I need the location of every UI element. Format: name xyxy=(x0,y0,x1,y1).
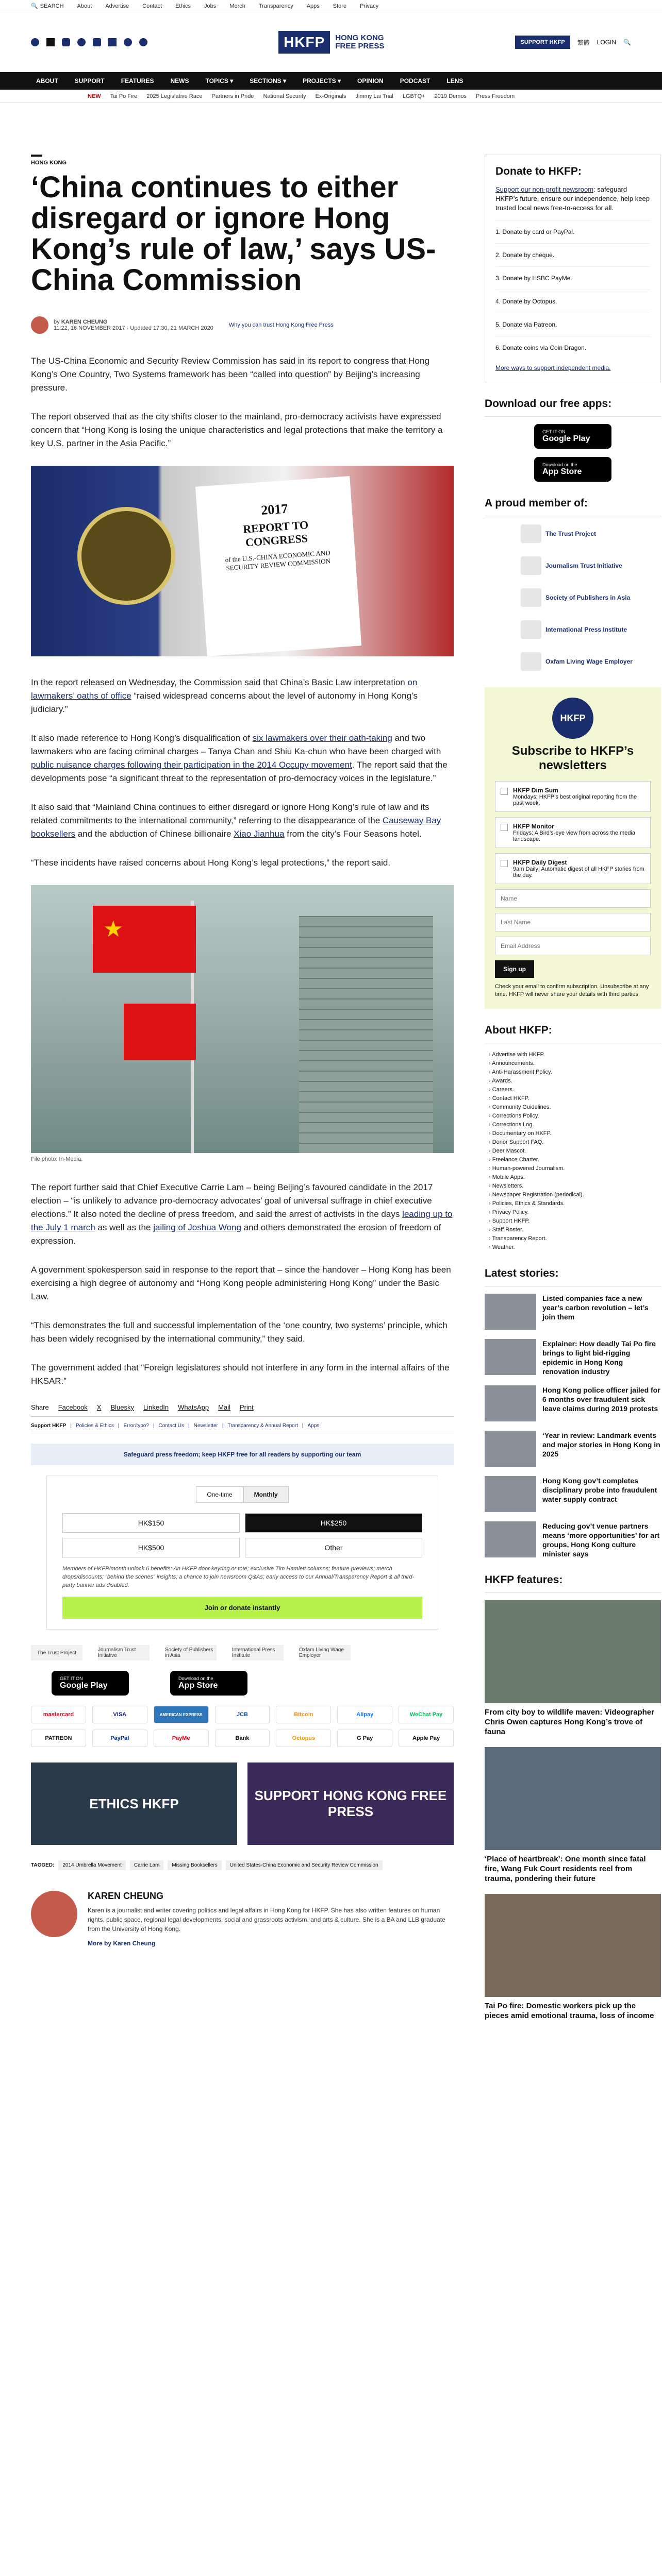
member-logo[interactable]: Society of Publishers in Asia xyxy=(521,587,661,608)
donate-heading: Donate to HKFP: xyxy=(495,165,582,177)
payment-logo[interactable]: AMERICAN EXPRESS xyxy=(154,1706,209,1723)
google-play-button[interactable]: GET IT ON Google Play xyxy=(52,1671,129,1696)
app-store-button[interactable]: Download on the App Store xyxy=(534,457,611,482)
topbar-item[interactable]: Merch xyxy=(229,3,245,9)
member-logo[interactable]: Oxfam Living Wage Employer xyxy=(521,651,661,672)
partner-logo[interactable]: International Press Institute xyxy=(232,1645,284,1660)
donation-widget xyxy=(46,1476,438,1630)
about-link[interactable]: › Anti-Harassment Policy. xyxy=(489,1068,661,1077)
sign-up-button[interactable]: Sign up xyxy=(495,960,534,978)
about-link[interactable]: › Freelance Charter. xyxy=(489,1156,661,1164)
nav-item[interactable]: FEATURES xyxy=(121,77,154,84)
inline-link[interactable]: Xiao Jianhua xyxy=(234,829,285,839)
story-item[interactable]: Hong Kong police officer jailed for 6 months over fraudulent sick leave claims during 2019 protests xyxy=(485,1385,661,1421)
tags-label: TAGGED: xyxy=(31,1862,55,1868)
paragraph: The report observed that as the city shifts closer to the mainland, pro-democracy activists have expressed concern that “Hong Kong is losing the unique characteristics and legal protections that make the territory a key U.S. partner in the Asia Pacific.” xyxy=(31,412,443,448)
latest-heading: Latest stories: xyxy=(485,1267,661,1286)
about-link[interactable]: › Community Guidelines. xyxy=(489,1103,661,1112)
more-by-author-link[interactable]: More by Karen Cheung xyxy=(88,1940,156,1947)
payment-logo[interactable]: WeChat Pay xyxy=(399,1706,454,1723)
tag-list xyxy=(31,1860,454,1870)
paragraph: “These incidents have raised concerns about Hong Kong’s legal protections,” the report said. xyxy=(31,858,391,868)
inline-link[interactable]: public nuisance charges following their participation in the 2014 Occupy movement xyxy=(31,760,352,770)
x-icon[interactable] xyxy=(46,38,55,46)
member-box xyxy=(485,497,661,672)
feature-item[interactable]: Tai Po fire: Domestic workers pick up the pieces amid emotional trauma, loss of income xyxy=(485,1894,661,2021)
amount-option[interactable]: HK$150 xyxy=(62,1513,240,1533)
story-thumbnail xyxy=(485,1339,536,1375)
login-link[interactable]: LOGIN xyxy=(597,39,617,46)
partner-logo[interactable]: Society of Publishers in Asia xyxy=(165,1645,217,1660)
share-linkedin[interactable]: LinkedIn xyxy=(143,1403,169,1411)
paragraph: The report further said that Chief Executive Carrie Lam – being Beijing’s favoured candidate in the 2017 election – “is unlikely to advance pro-democracy advocates’ goal of universal suffrage in chief executive elections.” It also noted the decline of press freedom, and said the arrest of activists in the days leading up to the July 1 march as well as the jailing of Joshua Wong and others demonstrated the erosion of freedom of expression. xyxy=(31,1182,453,1246)
nav-item[interactable]: NEWS xyxy=(170,77,189,84)
payment-logo[interactable]: Alipay xyxy=(337,1706,392,1723)
support-link[interactable]: Support HKFP xyxy=(31,1423,67,1429)
safeguard-banner[interactable]: Safeguard press freedom; keep HKFP free for all readers by supporting our team xyxy=(31,1444,454,1465)
amount-option-selected[interactable]: HK$250 xyxy=(245,1513,422,1533)
footer-link[interactable]: Newsletter xyxy=(193,1423,218,1429)
inline-link[interactable]: six lawmakers over their oath-taking xyxy=(252,733,392,743)
topbar-item-search[interactable]: 🔍 SEARCH xyxy=(31,3,64,9)
topbar-item[interactable]: Advertise xyxy=(105,3,129,9)
trust-link[interactable]: Why you can trust Hong Kong Free Press xyxy=(228,322,334,328)
member-logo[interactable]: Journalism Trust Initiative xyxy=(521,555,661,576)
photo-caption: File photo: In-Media. xyxy=(31,1156,83,1162)
article-title: ‘China continues to either disregard or ignore Hong Kong’s rule of law,’ says US-China Commission xyxy=(31,171,436,297)
payment-logo[interactable]: G Pay xyxy=(337,1730,392,1747)
footer-link[interactable]: Transparency & Annual Report xyxy=(227,1423,298,1429)
paragraph: The government added that “Foreign legislatures should not interfere in any form in the internal affairs of the HKSAR.” xyxy=(31,1363,450,1386)
congress-seal xyxy=(77,507,175,605)
donate-method[interactable]: 1. Donate by card or PayPal. xyxy=(495,220,650,243)
footer-link[interactable]: Contact Us xyxy=(158,1423,185,1429)
donate-method[interactable]: 3. Donate by HSBC PayMe. xyxy=(495,266,650,290)
newsletter-option[interactable]: HKFP Daily Digest 9am Daily: Automatic digest of all HKFP stories from the day. xyxy=(495,853,651,884)
footer-link[interactable]: Policies & Ethics xyxy=(75,1423,114,1429)
newsletter-option[interactable]: HKFP Monitor Fridays: A Bird’s-eye view from across the media landscape. xyxy=(495,817,651,848)
article-column xyxy=(31,155,454,2036)
donate-method[interactable]: 6. Donate coins via Coin Dragon. xyxy=(495,336,650,359)
trending-item[interactable]: LGBTQ+ xyxy=(402,93,425,99)
main-area xyxy=(0,155,662,2036)
topbar-item[interactable]: Contact xyxy=(142,3,162,9)
about-link[interactable]: › Awards. xyxy=(489,1077,661,1086)
youtube-icon[interactable] xyxy=(93,38,101,46)
story-item[interactable]: Explainer: How deadly Tai Po fire brings to light bid-rigging epidemic in Hong Kong renovation industry xyxy=(485,1339,661,1376)
about-link[interactable]: › Privacy Policy. xyxy=(489,1208,661,1217)
trending-item[interactable]: Tai Po Fire xyxy=(110,93,138,99)
author-box xyxy=(31,1891,454,1948)
mastodon-icon[interactable] xyxy=(124,38,132,46)
top-utility-bar xyxy=(0,0,662,12)
donation-note: Members of HKFP/month unlock 6 benefits: An HKFP door keyring or tote; exclusive Tim Hamlett columns; feature previews; merch drops/discounts; “behind the scenes” insights; a chance to join newsroom Q&As; early access to our Annual/Transparency Report & all third-party banner ads disabled. xyxy=(62,1566,415,1588)
topbar-item[interactable]: About xyxy=(77,3,92,9)
inline-link[interactable]: leading up to the July 1 march xyxy=(31,1209,453,1232)
logo-mark: HKFP xyxy=(278,31,330,54)
main-nav xyxy=(0,72,662,90)
story-item[interactable]: Hong Kong gov’t completes disciplinary probe into fraudulent water supply contract xyxy=(485,1476,661,1512)
app-store-button[interactable]: Download on the App Store xyxy=(170,1671,247,1696)
about-link[interactable]: › Transparency Report. xyxy=(489,1234,661,1243)
about-link[interactable]: › Contact HKFP. xyxy=(489,1094,661,1103)
newsletter-heading: Subscribe to HKFP’s newsletters xyxy=(511,744,634,772)
amount-options xyxy=(62,1513,422,1557)
story-thumbnail xyxy=(485,1385,536,1421)
topbar-item[interactable]: Privacy xyxy=(360,3,379,9)
donate-method[interactable]: 5. Donate via Patreon. xyxy=(495,313,650,336)
toggle-one-time[interactable]: One-time xyxy=(196,1486,243,1503)
partner-logo[interactable]: Journalism Trust Initiative xyxy=(98,1645,150,1660)
share-facebook[interactable]: Facebook xyxy=(58,1403,88,1411)
inline-link[interactable]: Causeway Bay booksellers xyxy=(31,816,441,839)
article-footer-links: Support HKFP | Policies & Ethics | Error/typo? | Contact Us | Newsletter | Transparency & Annual Report | Apps xyxy=(31,1423,454,1433)
trending-item[interactable]: Ex-Originals xyxy=(315,93,346,99)
frequency-toggle xyxy=(62,1486,422,1503)
latest-stories xyxy=(485,1267,661,1558)
footer-link[interactable]: Apps xyxy=(307,1423,320,1429)
about-link[interactable]: › Advertise with HKFP. xyxy=(489,1050,661,1059)
amount-option[interactable]: HK$500 xyxy=(62,1538,240,1557)
share-whatsapp[interactable]: WhatsApp xyxy=(178,1403,209,1411)
checkbox[interactable] xyxy=(501,824,508,831)
about-heading: About HKFP: xyxy=(485,1024,661,1043)
app-buttons xyxy=(31,1671,454,1696)
about-link[interactable]: › Careers. xyxy=(489,1086,661,1094)
features-heading: HKFP features: xyxy=(485,1574,661,1593)
payment-logo[interactable]: JCB xyxy=(215,1706,270,1723)
report-photo xyxy=(31,466,454,656)
topbar-item[interactable]: Jobs xyxy=(204,3,217,9)
paragraph: A government spokesperson said in response to the report that – since the handover – Hong Kong has been exercising a high degree of autonomy and “Hong Kong people administering Hong Kong” under the Basic Law. xyxy=(31,1265,451,1301)
promo-banners xyxy=(31,1762,454,1845)
threads-icon[interactable] xyxy=(77,38,86,46)
join-donate-button[interactable]: Join or donate instantly xyxy=(62,1597,422,1619)
newsletter-box xyxy=(485,687,661,1009)
donate-method[interactable]: 2. Donate by cheque. xyxy=(495,243,650,266)
about-link[interactable]: › Corrections Log. xyxy=(489,1121,661,1129)
payment-methods xyxy=(31,1706,454,1747)
topbar-item[interactable]: Transparency xyxy=(258,3,293,9)
story-thumbnail xyxy=(485,1431,536,1467)
payment-logo[interactable]: PATREON xyxy=(31,1730,86,1747)
social-links xyxy=(31,38,147,46)
story-item[interactable]: Reducing gov’t venue partners means ‘more opportunities’ for art groups, Hong Kong culture minister says xyxy=(485,1521,661,1558)
features-box xyxy=(485,1574,661,2021)
nav-item[interactable]: ABOUT xyxy=(36,77,58,84)
donate-methods xyxy=(495,220,650,359)
payment-logo[interactable]: PayPal xyxy=(92,1730,147,1747)
nav-item[interactable]: SUPPORT xyxy=(74,77,105,84)
support-hkfp-button[interactable]: SUPPORT HKFP xyxy=(515,36,570,49)
linkedin-icon[interactable] xyxy=(108,38,117,46)
payment-logo[interactable]: mastercard xyxy=(31,1706,86,1723)
payment-logo[interactable]: Bitcoin xyxy=(276,1706,331,1723)
donate-box: Donate to HKFP: Support our non-profit newsroom: safeguard HKFP’s future, ensure our independence, help keep trusted local news free-to-access for all. 1. Donate by card or PayPal. 2. Donate by cheque. 3. Donate by HSBC PayMe. 4. Donate by Octopus. 5. Donate via Patreon. 6. Donate coins via Coin Dragon. More ways to support independent media. xyxy=(485,155,661,382)
about-box xyxy=(485,1024,661,1252)
trending-nav xyxy=(0,90,662,103)
payment-logo[interactable]: VISA xyxy=(92,1706,147,1723)
search-icon[interactable]: 🔍 xyxy=(623,39,631,46)
new-badge: NEW xyxy=(88,93,101,99)
about-link[interactable]: › Newsletters. xyxy=(489,1182,661,1191)
byline: by KAREN CHEUNG 11:22, 16 NOVEMBER 2017 · Updated 17:30, 21 MARCH 2020 Why you can trust Hong Kong Free Press xyxy=(31,316,454,334)
site-logo[interactable] xyxy=(278,31,384,54)
ethics-banner[interactable]: ETHICS HKFP xyxy=(31,1762,237,1845)
donate-lead-link[interactable]: Support our non-profit newsroom xyxy=(495,185,594,193)
paragraph: In the report released on Wednesday, the Commission said that China’s Basic Law interpretation on lawmakers’ oaths of office “raised widespread concerns about the level of autonomy in Hong Kong’s judiciary.” xyxy=(31,677,418,714)
tag[interactable]: 2014 Umbrella Movement xyxy=(58,1860,126,1870)
telegram-icon[interactable] xyxy=(139,38,147,46)
payment-logo[interactable]: PayMe xyxy=(154,1730,209,1747)
name-input[interactable] xyxy=(495,889,651,908)
newsletter-option[interactable]: HKFP Dim Sum Mondays: HKFP’s best original reporting from the past week. xyxy=(495,781,651,812)
trending-item[interactable]: 2025 Legislative Race xyxy=(146,93,203,99)
report-cover: 2017 REPORT TO CONGRESS of the U.S.-CHINA ECONOMIC AND SECURITY REVIEW COMMISSION xyxy=(195,476,361,656)
about-link[interactable]: › Announcements. xyxy=(489,1059,661,1068)
story-thumbnail xyxy=(485,1521,536,1557)
tag[interactable]: United States-China Economic and Security Review Commission xyxy=(226,1860,383,1870)
share-print[interactable]: Print xyxy=(239,1403,254,1411)
feature-image xyxy=(485,1747,661,1850)
about-link[interactable]: › Newspaper Registration (periodical). xyxy=(489,1191,661,1199)
trending-item[interactable]: Jimmy Lai Trial xyxy=(355,93,393,99)
article-category[interactable]: HONG KONG xyxy=(31,160,67,166)
about-link[interactable]: › Human-powered Journalism. xyxy=(489,1164,661,1173)
about-link[interactable]: › Staff Roster. xyxy=(489,1226,661,1234)
payment-logo[interactable]: Octopus xyxy=(276,1730,331,1747)
feature-image xyxy=(485,1600,661,1703)
topbar-item[interactable]: Apps xyxy=(306,3,320,9)
paragraph: “This demonstrates the full and successful implementation of the ‘one country, two systems’ principle, which has been widely recognised by the international community,” they said. xyxy=(31,1320,448,1344)
partner-logos xyxy=(31,1645,454,1660)
nav-item[interactable]: SECTIONS ▾ xyxy=(250,77,286,84)
about-link[interactable]: › Support HKFP. xyxy=(489,1217,661,1226)
partner-logo[interactable]: The Trust Project xyxy=(31,1645,82,1660)
checkbox[interactable] xyxy=(501,860,508,867)
nav-item[interactable]: PODCAST xyxy=(400,77,431,84)
paragraph: It also said that “Mainland China continues to either disregard or ignore Hong Kong’s rule of law and its related commitments to the international community,” referring to the disappearance of the Causeway Bay booksellers and the abduction of Chinese billionaire Xiao Jianhua from the city’s Four Seasons hotel. xyxy=(31,802,441,839)
about-link[interactable]: › Policies, Ethics & Standards. xyxy=(489,1199,661,1208)
trending-item[interactable]: Partners in Pride xyxy=(211,93,254,99)
share-bar xyxy=(31,1403,454,1417)
email-input[interactable] xyxy=(495,937,651,955)
newsletter-logo: HKFP xyxy=(552,698,593,739)
feature-item[interactable]: ‘Place of heartbreak’: One month since fatal fire, Wang Fuk Court residents reel from trauma, pondering their future xyxy=(485,1747,661,1884)
site-header xyxy=(0,12,662,72)
apps-heading: Download our free apps: xyxy=(485,398,661,417)
donate-method[interactable]: 4. Donate by Octopus. xyxy=(495,290,650,313)
newsletter-note: Check your email to confirm subscription. Unsubscribe at any time. HKFP will never share your details with third parties. xyxy=(495,984,649,997)
apps-box xyxy=(485,398,661,482)
topbar-item[interactable]: Store xyxy=(333,3,347,9)
inline-link[interactable]: jailing of Joshua Wong xyxy=(153,1223,241,1232)
footer-link[interactable]: Error/typo? xyxy=(123,1423,149,1429)
payment-logo[interactable]: Apple Pay xyxy=(399,1730,454,1747)
paragraph: The US-China Economic and Security Review Commission has said in its report to congress that Hong Kong’s One Country, Two Systems framework has been “called into question” by Beijing’s increasing pressure. xyxy=(31,356,429,393)
story-item[interactable]: Listed companies face a new year’s carbon revolution – let’s join them xyxy=(485,1294,661,1330)
member-logo[interactable]: The Trust Project xyxy=(521,523,661,544)
support-banner[interactable]: SUPPORT HONG KONG FREE PRESS xyxy=(247,1762,454,1845)
feature-item[interactable]: From city boy to wildlife maven: Videographer Chris Owen captures Hong Kong’s trove of fauna xyxy=(485,1600,661,1737)
building xyxy=(299,916,433,1153)
story-item[interactable]: ‘Year in review: Landmark events and major stories in Hong Kong in 2025 xyxy=(485,1431,661,1467)
checkbox[interactable] xyxy=(501,788,508,795)
star-icon: ★ xyxy=(103,917,124,942)
share-mail[interactable]: Mail xyxy=(218,1403,230,1411)
nav-item[interactable]: OPINION xyxy=(357,77,384,84)
trending-item[interactable]: Press Freedom xyxy=(475,93,515,99)
payment-logo[interactable]: Bank xyxy=(215,1730,270,1747)
flags-photo xyxy=(31,885,454,1153)
kicker-bar xyxy=(31,155,42,157)
topbar-item[interactable]: Ethics xyxy=(175,3,191,9)
story-thumbnail xyxy=(485,1476,536,1512)
about-link[interactable]: › Weather. xyxy=(489,1243,661,1252)
tag[interactable]: Missing Booksellers xyxy=(168,1860,221,1870)
member-logo[interactable]: International Press Institute xyxy=(521,619,661,640)
about-link[interactable]: › Mobile Apps. xyxy=(489,1173,661,1182)
more-ways-link[interactable]: More ways to support independent media. xyxy=(495,364,611,371)
nav-item[interactable]: TOPICS ▾ xyxy=(205,77,234,84)
share-bluesky[interactable]: Bluesky xyxy=(110,1403,134,1411)
paragraph: It also made reference to Hong Kong’s disqualification of six lawmakers over their oath-taking and two lawmakers who are facing criminal charges – Tanya Chan and Shiu Ka-chun who have been charged with public nuisance charges following their participation in the 2014 Occupy movement. The report said that the developments pose “a significant threat to the representation of pro-democracy voices in the legislature.” xyxy=(31,733,448,783)
sidebar xyxy=(485,155,661,2036)
feature-image xyxy=(485,1894,661,1997)
share-label: Share xyxy=(31,1403,49,1411)
member-heading: A proud member of: xyxy=(485,497,661,516)
inline-link[interactable]: on lawmakers’ oaths of office xyxy=(31,677,418,701)
author-box-name[interactable]: KAREN CHEUNG xyxy=(88,1891,164,1901)
facebook-icon[interactable] xyxy=(31,38,39,46)
trending-item[interactable]: 2019 Demos xyxy=(434,93,467,99)
article-dates: 11:22, 16 NOVEMBER 2017 · Updated 17:30, 21 MARCH 2020 xyxy=(54,325,213,331)
last-name-input[interactable] xyxy=(495,913,651,931)
language-toggle[interactable]: 繁體 xyxy=(577,39,590,46)
about-link[interactable]: › Documentary on HKFP. xyxy=(489,1129,661,1138)
header-actions xyxy=(515,36,631,49)
toggle-monthly[interactable]: Monthly xyxy=(243,1486,289,1503)
about-link[interactable]: › Donor Support FAQ. xyxy=(489,1138,661,1147)
amount-option[interactable]: Other xyxy=(245,1538,422,1557)
hk-flag xyxy=(124,1004,196,1060)
author-box-avatar xyxy=(31,1891,77,1937)
about-list xyxy=(485,1050,661,1252)
author-bio: Karen is a journalist and writer covering politics and legal affairs in Hong Kong for HKFP. She has also written features on human rights, public space, regional legal developments, social and grassroots activism, and arts & culture. She is a BA and LLB graduate from the University of Hong Kong. xyxy=(88,1907,445,1933)
logo-text: HONG KONG FREE PRESS xyxy=(335,33,385,50)
share-x[interactable]: X xyxy=(96,1403,102,1411)
story-thumbnail xyxy=(485,1294,536,1330)
about-link[interactable]: › Deer Mascot. xyxy=(489,1147,661,1156)
author-link[interactable]: KAREN CHEUNG xyxy=(61,319,108,325)
nav-item[interactable]: PROJECTS ▾ xyxy=(302,77,341,84)
google-play-button[interactable]: GET IT ON Google Play xyxy=(534,424,611,449)
instagram-icon[interactable] xyxy=(62,38,70,46)
author-avatar xyxy=(31,316,48,334)
tag[interactable]: Carrie Lam xyxy=(130,1860,163,1870)
trending-item[interactable]: National Security xyxy=(263,93,306,99)
about-link[interactable]: › Corrections Policy. xyxy=(489,1112,661,1121)
nav-item[interactable]: LENS xyxy=(446,77,464,84)
partner-logo[interactable]: Oxfam Living Wage Employer xyxy=(299,1645,351,1660)
